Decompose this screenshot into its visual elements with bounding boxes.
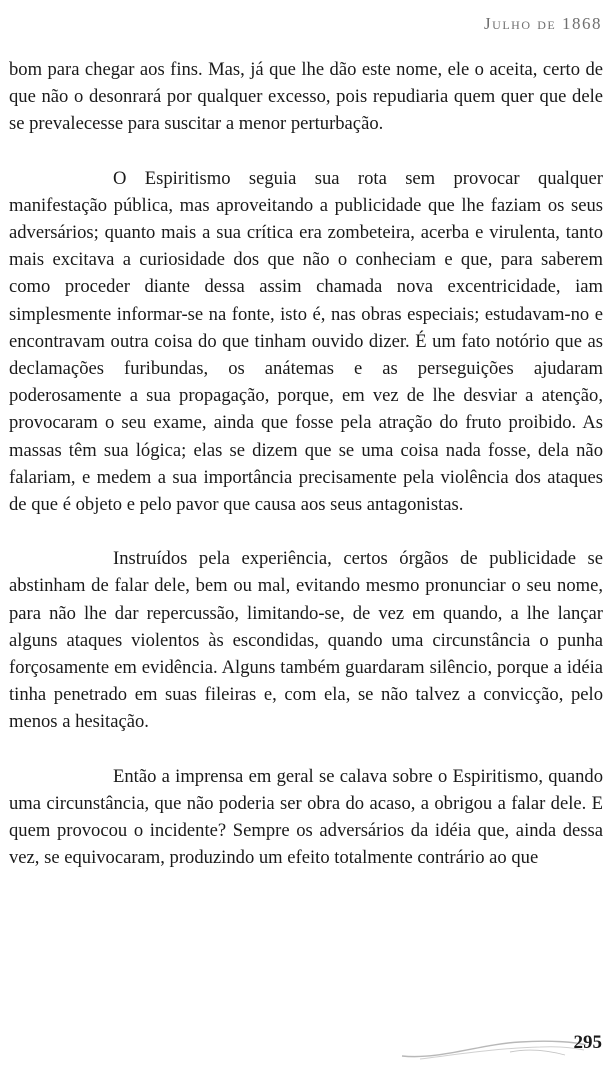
paragraph: Então a imprensa em geral se calava sobre o Espiritismo, quando uma circunstância, que não poderia ser obra do acaso, a obrigou a falar dele. E quem provocou o incidente? Sempre os adversários da idéia que, ainda dessa vez, se equivocaram, produzindo um efeito totalmente contrário ao que	[9, 765, 603, 869]
paragraph: Instruídos pela experiência, certos órgãos de publicidade se abstinham de falar dele, bem ou mal, evitando mesmo pronunciar o seu nome, para não lhe dar repercussão, limitando-se, de vez em quando, a lhe lançar alguns ataques violentos às escondidas, quando uma circunstância o punha forçosamente em evidência. Alguns também guardaram silêncio, porque a idéia tinha penetrado em suas fileiras e, com ela, se não talvez a convicção, pelo menos a hesitação.	[9, 548, 603, 733]
paragraph-continued: bom para chegar aos fins. Mas, já que lhe dão este nome, ele o aceita, certo de que não o desonrará por qualquer excesso, pois repudiaria quem quer que dele se prevalecesse para suscitar a menor perturbação.	[9, 59, 603, 135]
page-body	[9, 56, 603, 871]
page-number: 295	[573, 1032, 602, 1053]
running-header: Julho de 1868	[484, 14, 602, 33]
page-ornament-flourish-icon	[400, 1034, 590, 1062]
paragraph: O Espiritismo seguia sua rota sem provocar qualquer manifestação pública, mas aproveitando a publicidade que lhe faziam os seus adversários; quanto mais a sua crítica era zombeteira, acerba e virulenta, tanto mais excitava a curiosidade dos que não o conheciam e que, para saberem como proceder diante dessa assim chamada nova excentricidade, iam simplesmente informar-se na fonte, isto é, nas obras especiais; estudavam-no e encontravam outra coisa do que tinham ouvido dizer. É um fato notório que as declamações furibundas, os anátemas e as perseguições ajudaram poderosamente a sua propagação, porque, em vez de lhe desviar a atenção, provocaram o seu exame, ainda que fosse pela atração do fruto proibido. As massas têm sua lógica; elas se dizem que se uma coisa nada fosse, dela não falariam, e medem a sua importância precisamente pela violência dos ataques de que é objeto e pelo pavor que causa aos seus antagonistas.	[9, 167, 603, 516]
